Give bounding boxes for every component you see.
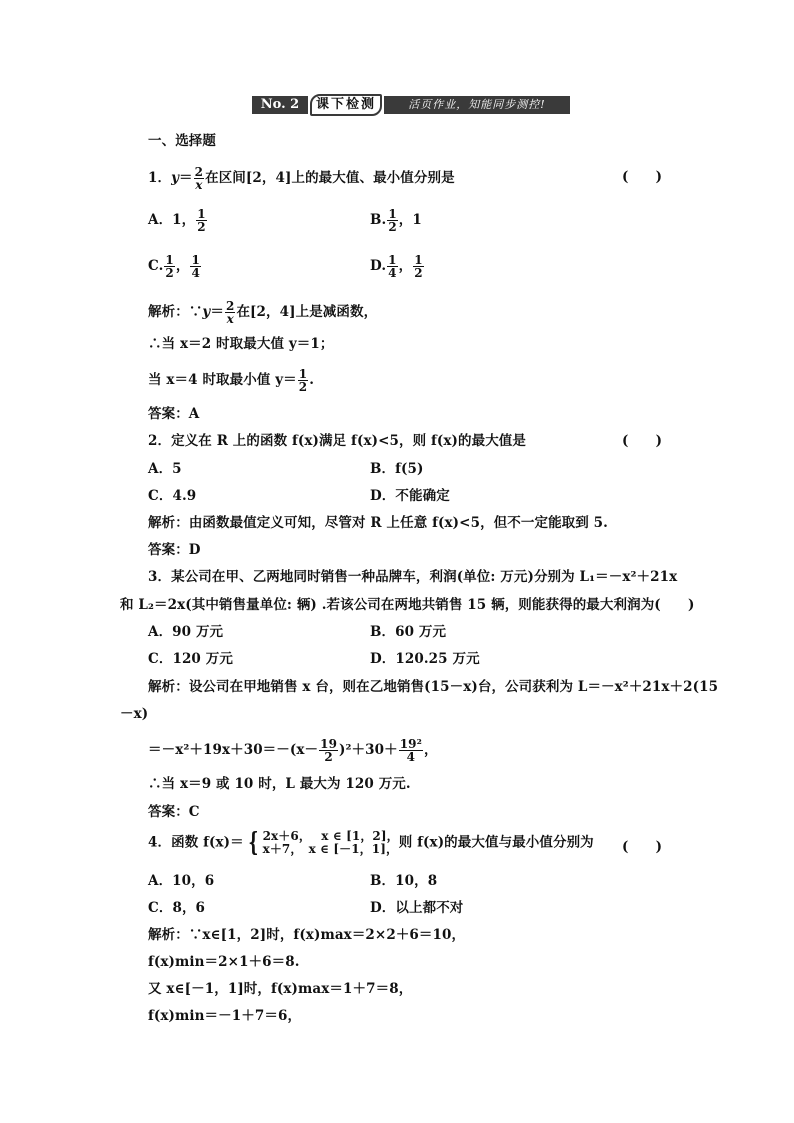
header-title: 课下检测	[310, 94, 382, 116]
q1-option-b: B. $\frac{1}{2}$ ，1	[370, 207, 422, 234]
q3-option-a: A．90 万元	[148, 624, 224, 640]
header-banner	[252, 94, 572, 116]
q1-solution-2: ∴当 x＝2 时取最大值 y＝1；	[148, 336, 334, 352]
q4-solution-4: f(x)min＝－1＋7＝6，	[148, 1008, 302, 1024]
q2-option-d: D．不能确定	[370, 488, 450, 504]
q2-option-c: C．4.9	[148, 488, 197, 504]
q1-answer: 答案：A	[148, 406, 200, 422]
q4-solution-1: 解析：∵x∈[1，2]时，f(x)max＝2×2＋6＝10，	[148, 927, 466, 943]
section-title: 一、选择题	[148, 133, 216, 149]
q3-option-b: B．60 万元	[370, 624, 447, 640]
q1-solution-1: 解析：∵y＝ $\frac{2}{x}$ 在[2，4]上是减函数，	[148, 299, 378, 326]
q3-stem-2: 和 L₂＝2x(其中销售量单位: 辆) .若该公司在两地共销售 15 辆，则能获得的最大利润为( )	[120, 597, 695, 613]
q4-option-c: C．8，6	[148, 900, 206, 916]
q3-solution-3: ＝－x²＋19x＋30＝－(x－ $\frac{19}{2}$ )²＋30＋ $\frac{\text{19²}}{4}$ ，	[148, 737, 438, 764]
q4-stem: 4．函数 f(x)＝ { 2x＋6， x ∈ [1，2]， x＋7， x ∈ [－1，1]， 则 f(x)的最大值与最小值分别为	[148, 828, 594, 858]
fraction-2-over-x: $\frac{2}{x}$	[194, 165, 204, 192]
q1-stem: 1．y＝ $\frac{2}{x}$ 在区间[2，4]上的最大值、最小值分别是	[148, 165, 455, 192]
header-slogan: 活页作业，知能同步测控!	[384, 96, 570, 114]
q2-answer-paren: ( )	[622, 433, 663, 449]
q4-solution-3: 又 x∈[－1，1]时，f(x)max＝1＋7＝8，	[148, 981, 413, 997]
q3-solution-1: 解析：设公司在甲地销售 x 台，则在乙地销售(15－x)台，公司获利为 L＝－x²＋21x＋2(15	[148, 679, 719, 695]
header-number: No. 2	[252, 96, 308, 114]
q2-answer: 答案：D	[148, 542, 201, 558]
q4-option-d: D．以上都不对	[370, 900, 464, 916]
q3-answer: 答案：C	[148, 804, 200, 820]
left-brace: {	[248, 828, 259, 858]
q1-answer-paren: ( )	[622, 169, 663, 185]
q1-solution-3: 当 x＝4 时取最小值 y＝ $\frac{1}{2}$ .	[148, 367, 315, 394]
q3-solution-2: －x)	[120, 706, 149, 722]
q3-solution-4: ∴当 x＝9 或 10 时，L 最大为 120 万元.	[148, 776, 411, 792]
q4-answer-paren: ( )	[622, 839, 663, 855]
q2-solution: 解析：由函数最值定义可知，尽管对 R 上任意 f(x)<5，但不一定能取到 5.	[148, 515, 608, 531]
q1-option-a: A．1， $\frac{1}{2}$	[148, 207, 206, 234]
q4-option-a: A．10，6	[148, 873, 215, 889]
q2-option-a: A．5	[148, 461, 182, 477]
piecewise-definition: 2x＋6， x ∈ [1，2]， x＋7， x ∈ [－1，1]，	[262, 829, 399, 856]
q1-option-d: D. $\frac{1}{4}$ ， $\frac{1}{2}$	[370, 253, 423, 280]
q3-stem-1: 3．某公司在甲、乙两地同时销售一种品牌车，利润(单位: 万元)分别为 L₁＝－x²＋21x	[148, 569, 678, 585]
q3-option-d: D．120.25 万元	[370, 651, 480, 667]
q4-solution-2: f(x)min＝2×1＋6＝8.	[148, 954, 300, 970]
q2-stem: 2．定义在 R 上的函数 f(x)满足 f(x)<5，则 f(x)的最大值是	[148, 433, 527, 449]
q2-option-b: B．f(5)	[370, 461, 424, 477]
q4-option-b: B．10，8	[370, 873, 438, 889]
q3-option-c: C．120 万元	[148, 651, 233, 667]
q1-option-c: C. $\frac{1}{2}$ ， $\frac{1}{4}$	[148, 253, 200, 280]
